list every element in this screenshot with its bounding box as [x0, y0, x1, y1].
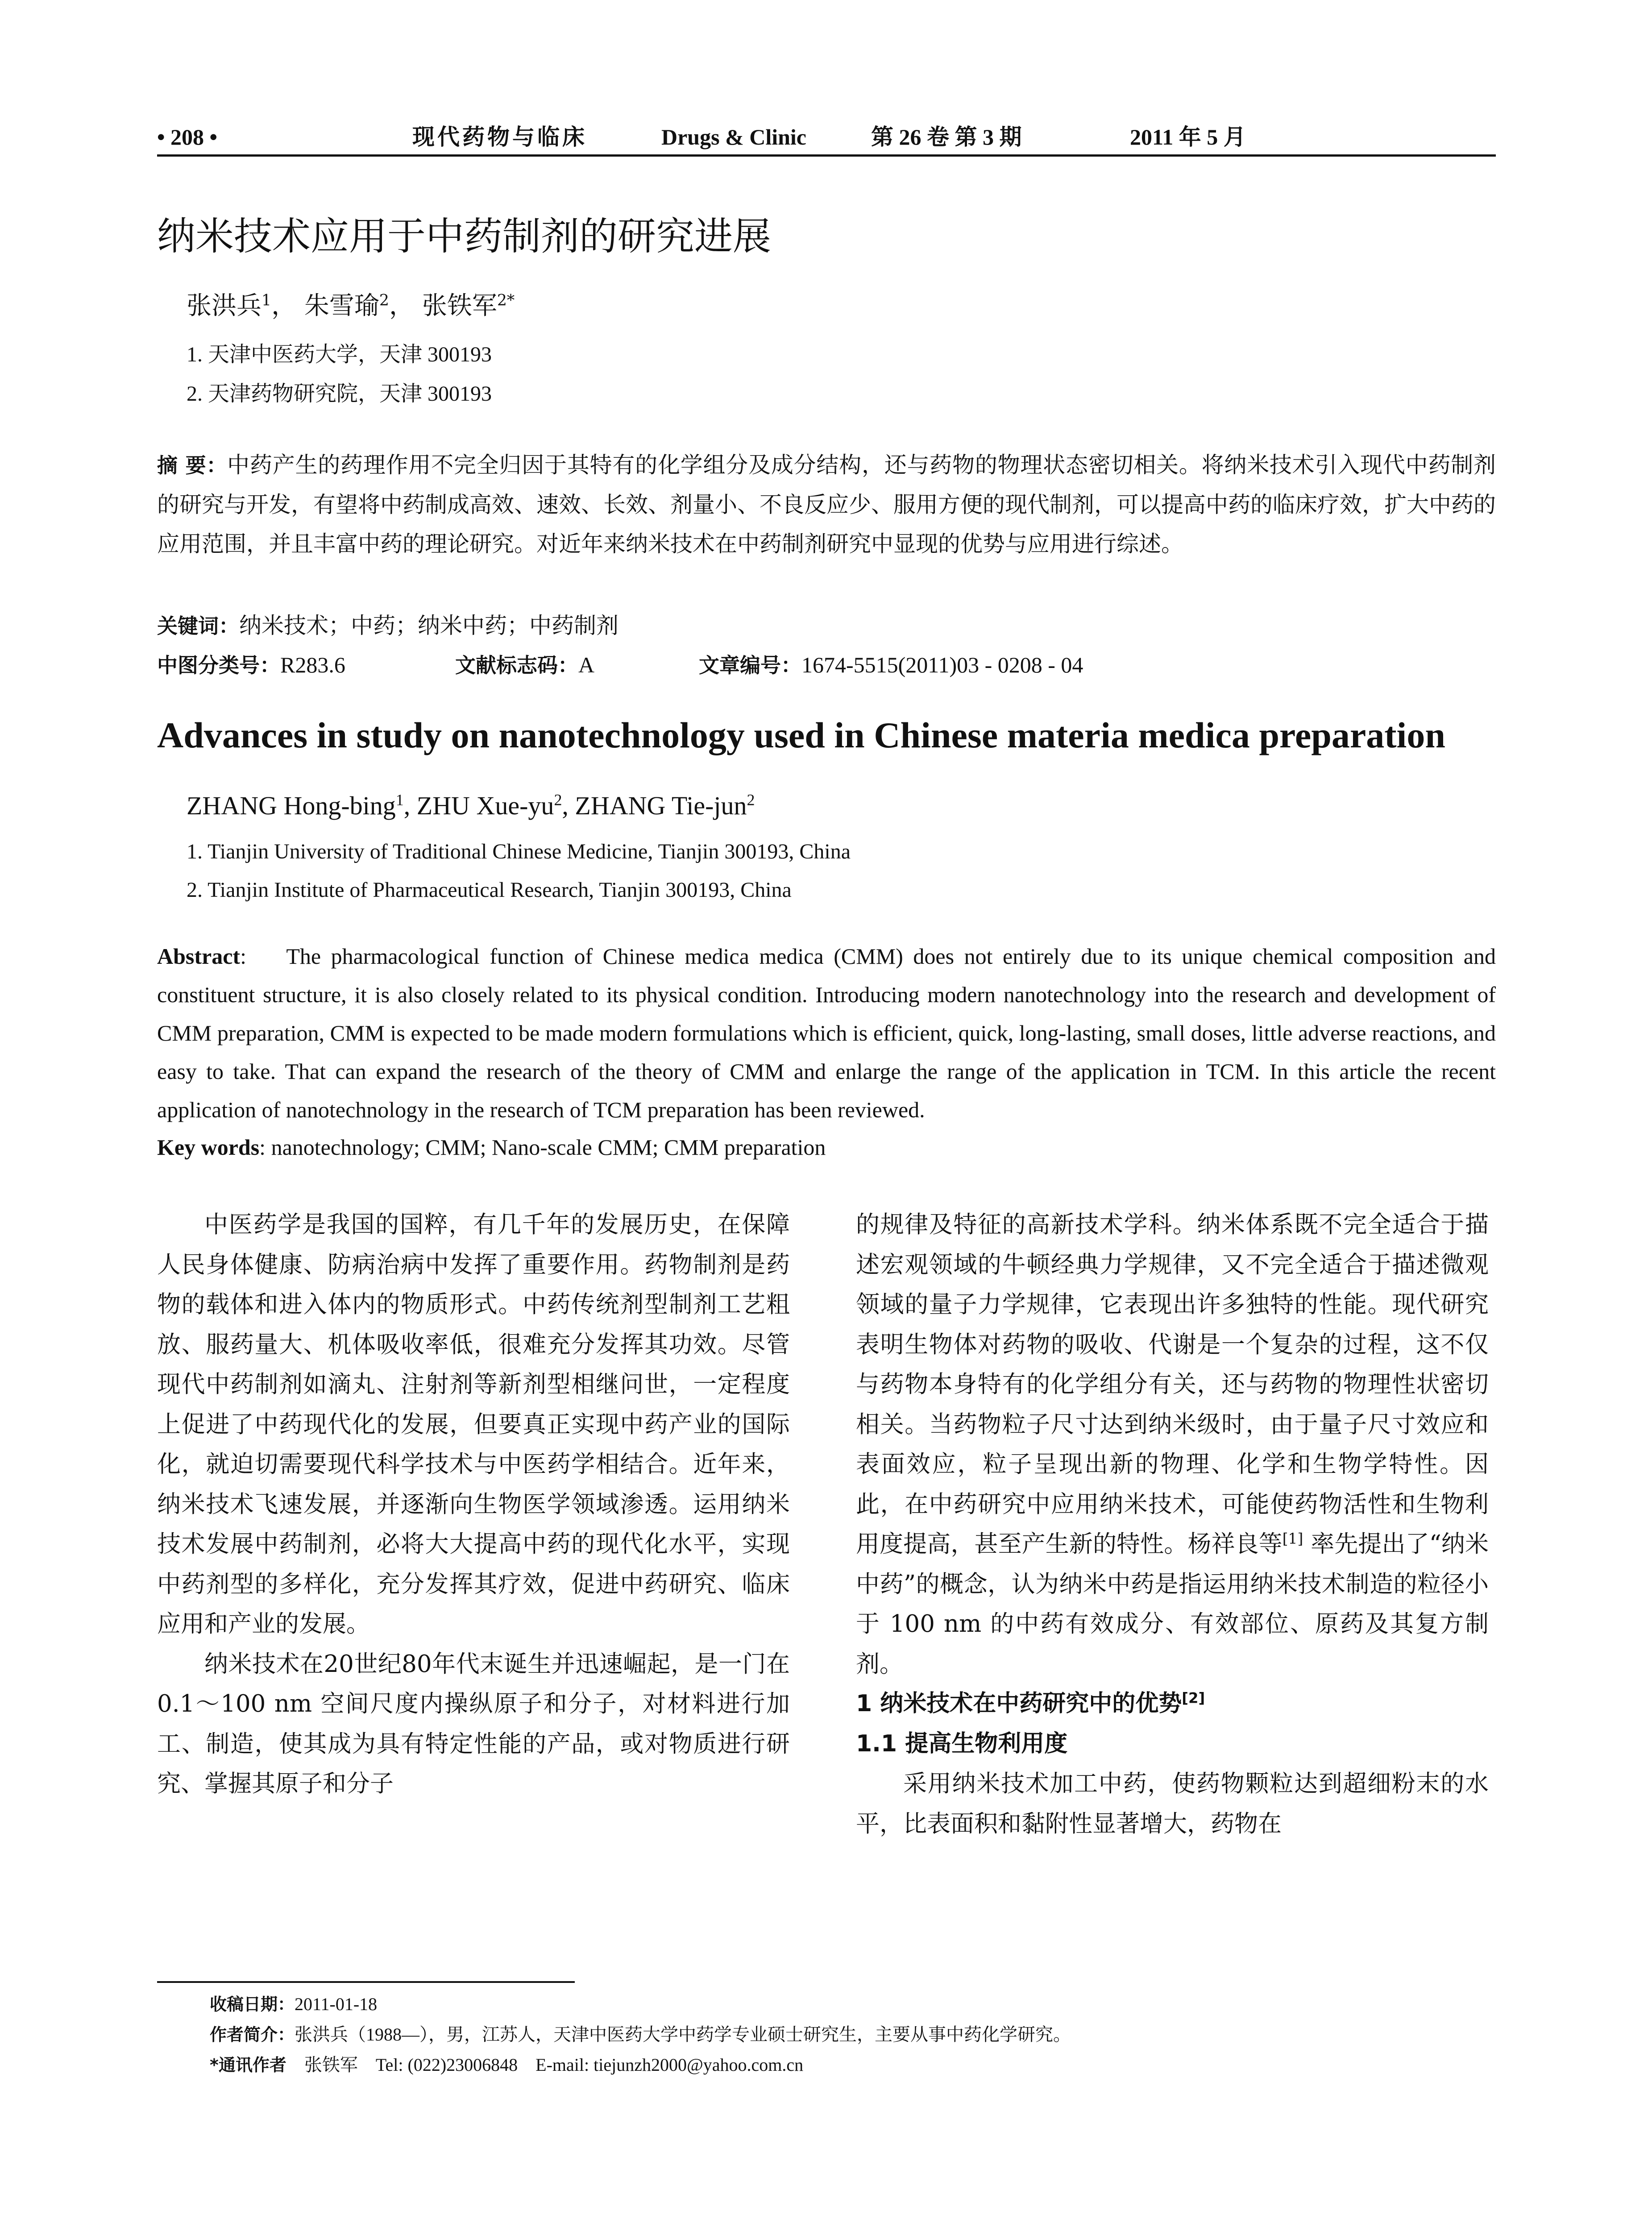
title-en: Advances in study on nanotechnology used in Chinese materia medica preparation: [157, 715, 1445, 755]
corresponding-email[interactable]: E-mail: tiejunzh2000@yahoo.com.cn: [535, 2055, 804, 2075]
classification-line: [157, 645, 1496, 684]
authors-cn: 张洪兵$^1$， 朱雪瑜$^2$， 张铁军$^{2*}$: [187, 291, 515, 320]
author-cn-sup: 1: [261, 291, 272, 310]
subsection-heading: 1.1 提高生物利用度: [856, 1730, 1068, 1757]
affiliation-cn: 2. 天津药物研究院，天津 300193: [187, 382, 492, 406]
keywords-cn-label: 关键词：: [157, 614, 239, 638]
corresponding-author: 张铁军: [304, 2055, 358, 2075]
footnote-label: 收稿日期：: [210, 1995, 295, 2014]
body-paragraph: 纳米技术在20世纪80年代末诞生并迅速崛起，是一门在 0.1～100 nm 空间尺度内操纵原子和分子，对材料进行加工、制造，使其成为具有特定性能的产品，或对物质进行研究、掌握其原子和分子: [157, 1650, 790, 1797]
author-cn-sup: 2: [379, 291, 389, 310]
footnote-label: *通讯作者: [210, 2055, 286, 2075]
authors-en: ZHANG Hong-bing$^1$, ZHU Xue-$yu^2$, ZHANG Tie-jun$^2$: [187, 791, 755, 820]
abstract-en-label: Abstract: [157, 944, 241, 969]
author-en-sup: 2: [554, 791, 562, 809]
keywords-cn-text: 纳米技术；中药；纳米中药；中药制剂: [239, 613, 618, 638]
author-en-name: ZHU Xue-yu: [416, 791, 554, 820]
body-column-left: [157, 1205, 790, 1804]
author-en-sup: 1: [395, 791, 404, 809]
keywords-en-label: Key words: [157, 1135, 260, 1160]
author-cn-name: 张铁军: [422, 291, 497, 320]
abstract-cn-text: 中药产生的药理作用不完全归因于其特有的化学组分及成分结构，还与药物的物理状态密切相关。将纳米技术引入现代中药制剂的研究与开发，有望将中药制成高效、速效、长效、剂量小、不良反应少、服用方便的现代制剂，可以提高中药的临床疗效，扩大中药的应用范围，并且丰富中药的理论研究。对近年来纳米技术在中药制剂研究中显现的优势与应用进行综述。: [157, 452, 1496, 556]
journal-date: 2011 年 5 月: [1130, 124, 1246, 149]
header-rule: [157, 154, 1496, 157]
running-header: [157, 121, 1496, 153]
page-number: • 208 •: [157, 124, 218, 149]
citation-ref: [1]: [1282, 1530, 1303, 1547]
abstract-cn: [157, 445, 1496, 564]
corresponding-tel: Tel: (022)23006848: [375, 2055, 518, 2075]
body-paragraph: 采用纳米技术加工中药，使药物颗粒达到超细粉末的水平，比表面积和黏附性显著增大，药物在: [856, 1770, 1489, 1837]
document-code: [455, 645, 594, 685]
author-en-name: ZHANG Tie-jun: [575, 791, 747, 820]
author-en-name: ZHANG Hong-bing: [187, 791, 396, 820]
author-en-sup: 2: [747, 791, 755, 809]
article-value: 1674-5515(2011)03 - 0208 - 04: [801, 652, 1083, 677]
clc-label: 中图分类号：: [157, 653, 280, 677]
affiliation-en: 1. Tianjin University of Traditional Chinese Medicine, Tianjin 300193, China: [187, 840, 851, 863]
body-text: 的规律及特征的高新技术学科。纳米体系既不完全适合于描述宏观领域的牛顿经典力学规律，又不完全适合于描述微观领域的量子力学规律，它表现出许多独特的性能。现代研究表明生物体对药物的吸收、代谢是一个复杂的过程，这不仅与药物本身特有的化学组分有关，还与药物的物理性状密切相关。当药物粒子尺寸达到纳米级时，由于量子尺寸效应和表面效应，粒子呈现出新的物理、化学和生物学特性。因此，在中药研究中应用纳米技术，可能使药物活性和生物利用度提高，甚至产生新的特性。杨祥良等: [856, 1211, 1489, 1558]
affiliation-en: 2. Tianjin Institute of Pharmaceutical Research, Tianjin 300193, China: [187, 878, 792, 902]
doc-label: 文献标志码：: [455, 653, 578, 677]
body-text: 率先提出了“纳米中药”的概念，认为纳米中药是指运用纳米技术制造的粒径小于 100 nm 的中药有效成分、有效部位、原药及其复方制剂。: [856, 1530, 1489, 1678]
journal-name-en: Drugs & Clinic: [661, 124, 806, 149]
footnote-correspondence: [210, 2051, 803, 2079]
footnote-received: [210, 1990, 377, 2019]
footnote-value: 2011-01-18: [295, 1994, 378, 2014]
author-cn-sup: 2*: [497, 291, 515, 310]
keywords-cn: [157, 606, 1496, 646]
abstract-en-text: The pharmacological function of Chinese medica medica (CMM) does not entirely due to its unique chemical composition and constituent structure, it is also closely related to its physical condition. Introducing modern nanotechnology into the research and development of CMM preparation, CMM is expected to be made modern formulations which is efficient, quick, long-lasting, small doses, little adverse reactions, and easy to take. That can expand the research of the theory of CMM and enlarge the range of the application in TCM. In this article the recent application of nanotechnology in the research of TCM preparation has been reviewed.: [157, 944, 1496, 1122]
journal-name-cn: 现代药物与临床: [412, 124, 587, 149]
abstract-cn-label: 摘 要：: [157, 453, 228, 477]
clc-number: [157, 645, 345, 685]
article-number: [699, 645, 1083, 685]
section-heading-text: 1 纳米技术在中药研究中的优势: [856, 1690, 1182, 1717]
keywords-en-text: nanotechnology; CMM; Nano-scale CMM; CMM preparation: [271, 1135, 826, 1160]
citation-ref: [2]: [1182, 1689, 1205, 1707]
clc-value: R283.6: [280, 652, 345, 677]
title-cn: 纳米技术应用于中药制剂的研究进展: [157, 214, 771, 259]
author-cn-name: 张洪兵: [187, 291, 261, 320]
footnote-rule: [157, 1981, 575, 1983]
journal-volume: 第 26 卷 第 3 期: [871, 124, 1022, 149]
abstract-en: Abstract: The pharmacological function of Chinese medica medica (CMM) does not entirely due to its unique chemical composition and constituent structure, it is also closely related to its physical condition. Introducing modern nanotechnology into the research and development of CMM preparation, CMM is expected to be made modern formulations which is efficient, quick, long-lasting, small doses, little adverse reactions, and easy to take. That can expand the research of the theory of CMM and enlarge the range of the application in TCM. In this article the recent application of nanotechnology in the research of TCM preparation has been reviewed.: [157, 944, 1496, 1122]
section-heading: [856, 1684, 1489, 1724]
doc-value: A: [578, 652, 595, 677]
footnote-label: 作者简介：: [210, 2025, 295, 2044]
body-paragraph: [856, 1205, 1489, 1684]
affiliation-cn: 1. 天津中医药大学，天津 300193: [187, 343, 492, 366]
footnote-value: 张洪兵（1988—），男，江苏人，天津中医药大学中药学专业硕士研究生，主要从事中药化学研究。: [295, 2024, 1071, 2044]
body-column-right: [856, 1205, 1489, 1844]
footnote-author: [210, 2020, 1071, 2049]
keywords-en: Key words: nanotechnology; CMM; Nano-scale CMM; CMM preparation: [157, 1135, 826, 1160]
body-paragraph: 中医药学是我国的国粹，有几千年的发展历史，在保障人民身体健康、防病治病中发挥了重要作用。药物制剂是药物的载体和进入体内的物质形式。中药传统剂型制剂工艺粗放、服药量大、机体吸收率低，很难充分发挥其功效。尽管现代中药制剂如滴丸、注射剂等新剂型相继问世，一定程度上促进了中药现代化的发展，但要真正实现中药产业的国际化，就迫切需要现代科学技术与中医药学相结合。近年来，纳米技术飞速发展，并逐渐向生物医学领域渗透。运用纳米技术发展中药制剂，必将大大提高中药的现代化水平，实现中药剂型的多样化，充分发挥其疗效，促进中药研究、临床应用和产业的发展。: [157, 1211, 790, 1638]
author-cn-name: 朱雪瑜: [304, 291, 379, 320]
article-label: 文章编号：: [699, 653, 801, 677]
